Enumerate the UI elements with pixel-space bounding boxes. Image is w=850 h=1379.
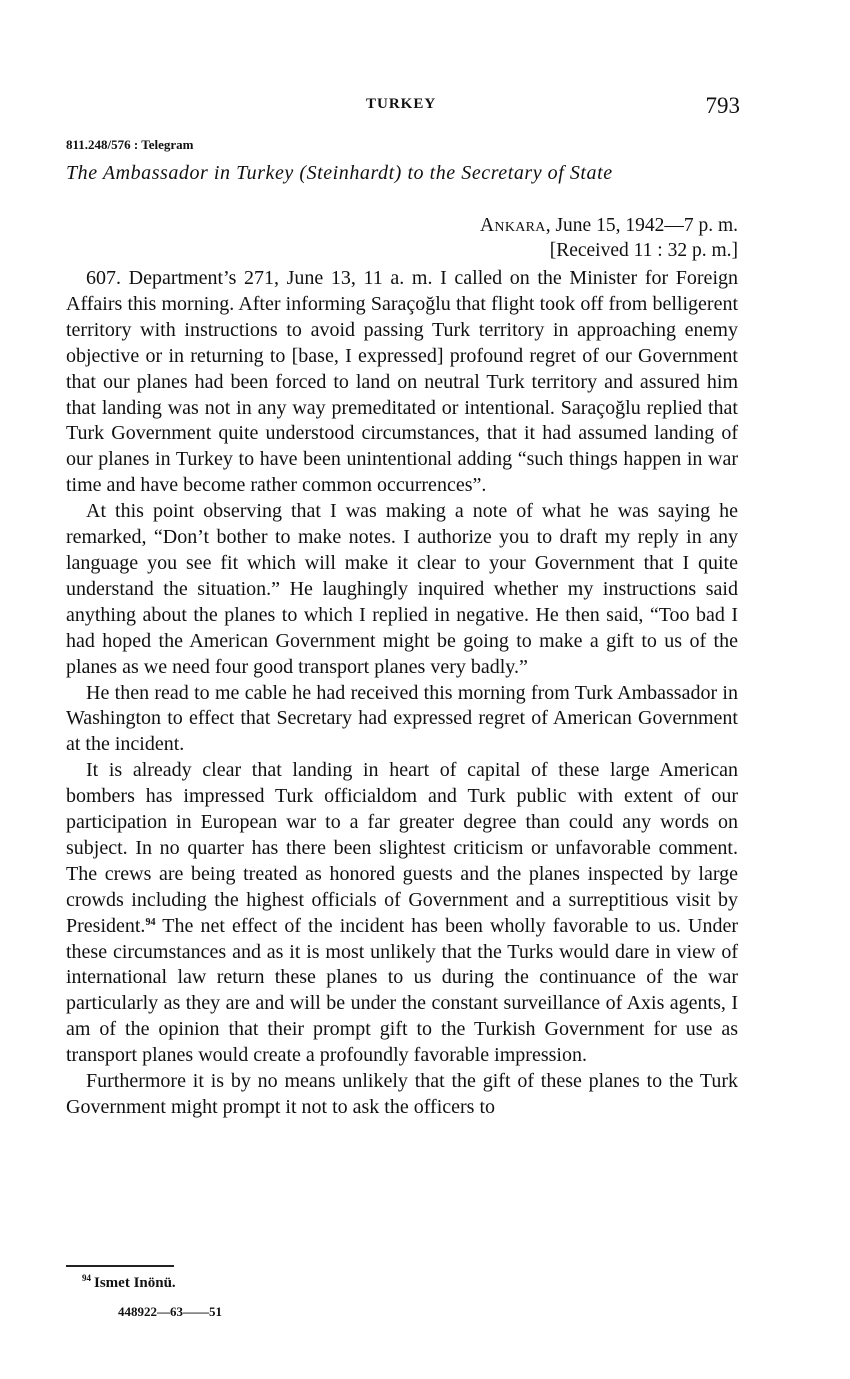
body-paragraph: He then read to me cable he had received this morning from Turk Ambassador in Washington to effect that Secretary had expressed regret of American Government at the incident.	[66, 681, 738, 756]
footnote-mark: 94	[82, 1273, 91, 1283]
body-paragraph: 607. Department’s 271, June 13, 11 a. m. I called on the Minister for Foreign Affairs this morning. After informing Saraçoğlu that flight took off from belligerent territory with instructions to avoid passing Turk territory in approaching enemy objective or in returning to [base, I expressed] profound regret of our Government that our planes had been forced to land on neutral Turk territory and assured him that landing was not in any way premeditated or intentional. Saraçoğlu replied that Turk Government quite understood circumstances, that it had assumed landing of our planes in Turkey to have been unintentional adding “such things happen in war time and have become rather common occurrences”.	[66, 267, 738, 497]
dateline-received: [Received 11 : 32 p. m.]	[549, 240, 738, 261]
body-paragraph: At this point observing that I was making a note of what he was saying he remarked, “Don’t bother to make notes. I authorize you to draft my reply in any language you see fit which will make it clear to your Government that I quite understand the situation.” He laughingly inquired whether my instructions said anything about the planes to which I replied in negative. He then said, “Too bad I had hoped the American Government might be going to make a gift to us of the planes as we need four good transport planes very badly.”	[66, 500, 738, 678]
footnote-text: Ismet Inönü.	[94, 1275, 176, 1291]
print-code: 448922—63——51	[118, 1304, 222, 1319]
running-header	[0, 93, 850, 123]
footnote	[82, 1273, 176, 1292]
dateline	[480, 213, 738, 263]
paragraph-text-after-footnote: The net effect of the incident has been wholly favorable to us. Under these circumstances and as it is most unlikely that the Turks would dare in view of international law return these planes to us during the continuance of the war particularly as they are and will be under the constant surveillance of Axis agents, I am of the opinion that their prompt gift to the Turkish Government for use as transport planes would create a profoundly favorable impression.	[66, 914, 738, 1067]
dateline-place: Ankara	[480, 215, 546, 236]
page-number: 793	[705, 93, 740, 118]
dateline-sent	[480, 213, 738, 238]
running-title: TURKEY	[366, 96, 437, 112]
document-heading: The Ambassador in Turkey (Steinhardt) to the Secretary of State	[66, 162, 613, 184]
file-number: 811.248/576 : Telegram	[66, 137, 194, 152]
paragraph-text-before-footnote: It is already clear that landing in heart of capital of these large American bombers has impressed Turk officialdom and Turk public with extent of our participation in European war to a far greater degree than could any words on subject. In no quarter has there been slightest criticism or unfavorable comment. The crews are being treated as honored guests and the planes inspected by large crowds including the highest officials of Government and a surreptitious visit by President.	[66, 759, 738, 937]
body-paragraph: Furthermore it is by no means unlikely that the gift of these planes to the Turk Government might prompt it not to ask the officers to	[66, 1070, 738, 1118]
footnote-divider	[66, 1265, 174, 1267]
dateline-date-time: , June 15, 1942—7 p. m.	[545, 215, 738, 236]
telegram-body	[66, 266, 738, 1121]
footnote-reference[interactable]: 94	[145, 916, 156, 928]
body-paragraph-with-footnote	[66, 758, 738, 1069]
